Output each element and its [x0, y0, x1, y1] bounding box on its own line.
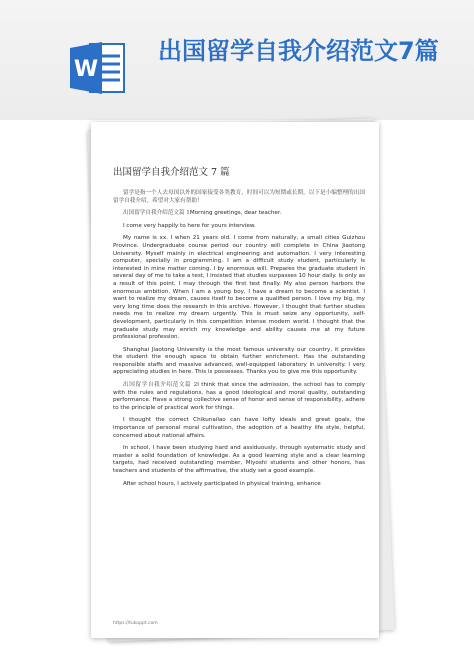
- word-icon-letter: W: [73, 57, 99, 82]
- header-banner: [0, 0, 474, 120]
- paragraph-1-text: Morning greetings, dear teacher.: [189, 210, 282, 217]
- paragraph-3: My name is xx. I when 21 years old. I come from naturally, a small cities Guizhou Province. Undergraduate course period our country will complete in China Jiaotong University. Myself mainly in electrical engineering and automation. I very interesting computer, specially in programming. I am a difficult study student, particularly is interested in mine matter coming. I by enormous will. Prepares the graduate student in several day of me to take a test, I insisted that studies surpasses 10 hour daily. Is only as a result of this point, I may through the first test finally. My also person harbors the enormous ambition. When I am a young boy, I have a dream to become a scientist. I want to realize my dream, causes itself to become a qualified person. I love my big, my very long time does the research in this archive. However, I thought that further studies needs me to realize my dream urgently. This is must seize any opportunity, self-development, particularly in this competition intense modern world. I thought that the graduate study may enrich my knowledge and ability causes me at my future professional profession.: [113, 235, 365, 341]
- paragraph-7: In school, I have been studying hard and assiduously, through systematic study and master a solid foundation of knowledge. As a good learning style and a clear learning targets, had received outstanding member, Miyoshi students and other honors, has teachers and students of the affirmative, the study set a good example.: [113, 445, 365, 474]
- banner-title: 出国留学自我介绍范文7篇: [158, 37, 439, 65]
- paragraph-8: After school hours, I actively participated in physical training, enhance: [123, 480, 321, 487]
- footer-url: https://tukuppt.com: [113, 621, 158, 626]
- paragraph-4: Shanghai Jiaotong University is the most famous university our country, it provides the student the enough space to obtain further enrichment. Has the outstanding responsible staffs and massive advanced, well-equipped laboratory in university. I very appreciating studies in here. This is possesses. Thanks you to give me this opportunity.: [113, 346, 365, 376]
- paragraph-1: [113, 210, 365, 218]
- section-label-1: 出国留学自我介绍范文篇 1: [123, 210, 190, 217]
- document-title: 出国留学自我介绍范文 7 篇: [113, 167, 230, 178]
- intro-paragraph: 留学是指一个人去母国以外的国家接受各类教育，时间可以为短期或长期，以下是小编整理的出国留学自我介绍，希望对大家有帮助！: [113, 190, 365, 204]
- document-body: [113, 190, 365, 493]
- paragraph-6: I thought the correct Chikunailao can have lofty ideals and great goals, the importance of personal moral cultivation, the adoption of a healthy life style, helpful, concerned about national affairs.: [113, 417, 365, 439]
- section-label-2: 出国留学自我介绍范文篇 2: [123, 382, 198, 389]
- document-page: [91, 122, 379, 638]
- paragraph-2: I come very happily to here for yours interview.: [123, 222, 256, 229]
- word-document-icon: [68, 40, 128, 96]
- paragraph-5-text: I think that since the admission, the school has to comply with the rules and regulations, has a good ideological and moral quality, outstanding performance. Have a strong collective sense of honor and sense of responsibility, adhere to the principle of practical work for things.: [113, 382, 366, 411]
- paragraph-5: [113, 382, 365, 412]
